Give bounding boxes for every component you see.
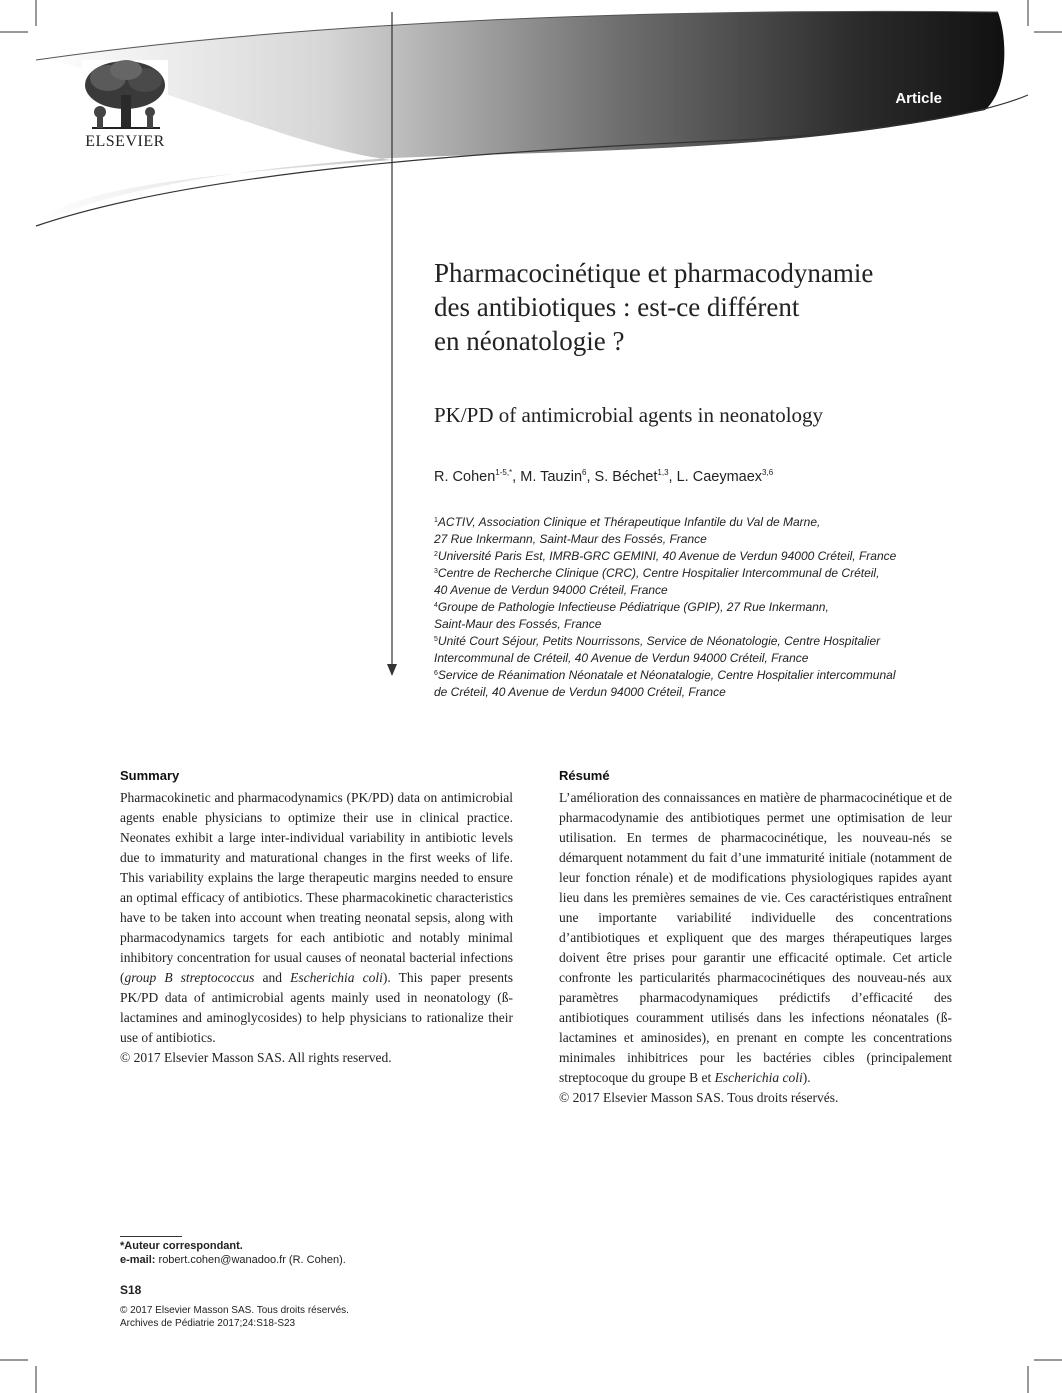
affiliation-line <box>434 547 994 564</box>
author-affiliation-sup: 3,6 <box>762 468 774 477</box>
summary-italic-term: Escherichia coli <box>290 970 383 985</box>
affiliation-text: ACTIV, Association Clinique et Thérapeutique Infantile du Val de Marne, <box>437 515 821 529</box>
author-affiliation-sup: 6 <box>582 468 587 477</box>
affiliation-line <box>434 683 994 700</box>
author-list <box>434 462 994 488</box>
summary-copyright: © 2017 Elsevier Masson SAS. All rights reserved. <box>120 1050 392 1065</box>
affiliation-text: Groupe de Pathologie Infectieuse Pédiatrique (GPIP), 27 Rue Inkermann, <box>437 600 829 614</box>
article-title-line-2: des antibiotiques : est-ce différent <box>434 292 800 322</box>
summary-italic-term: group B streptococcus <box>124 970 255 985</box>
corresponding-author-note <box>120 1240 243 1252</box>
resume-italic-term: Escherichia coli <box>714 1070 803 1085</box>
elsevier-tree-logo-icon <box>82 60 168 132</box>
affiliation-line <box>434 581 994 598</box>
resume-text: ). <box>802 1070 811 1085</box>
resume-copyright: © 2017 Elsevier Masson SAS. Tous droits réservés. <box>559 1090 839 1105</box>
corresponding-author-label: *Auteur correspondant. <box>120 1240 243 1252</box>
email-label: e-mail: <box>120 1254 156 1266</box>
author-name: L. Caeymaex <box>676 469 763 485</box>
header-swoosh-band <box>36 11 1004 226</box>
affiliation-number: 6 <box>434 670 438 677</box>
author-name: R. Cohen <box>434 469 496 485</box>
affiliation-text: 27 Rue Inkermann, Saint-Maur des Fossés, France <box>434 532 707 546</box>
affiliation-number: 1 <box>434 517 438 524</box>
affiliation-line <box>434 530 994 547</box>
footnote-divider <box>120 1236 182 1237</box>
resume-text: L’amélioration des connaissances en matière de pharmacocinétique et de pharmacodynamie des antibiotiques permet une optimisation de leur utilisation. En termes de pharmacocinétique, les nouveau-nés se démarquent notamment du fait d’une immaturité initiale (notamment de leur fonction rénale) et de modifications physiologiques rapides ayant lieu dans les premières semaines de vie. Ces caractéristiques entraînent une importante variabilité individuelle des concentrations d’antibiotiques et expliquent que des marges thérapeutiques larges doivent être prises pour garantir une efficacité optimale. Cet article confronte les particularités pharmacocinétiques des nouveau-nés aux paramètres pharmacodynamiques prédictifs d’efficacité des antibiotiques couramment utilisés dans les infections néonatales (ß-lactamines et aminosides), en prenant en compte les concentrations minimales inhibitrices pour les bactéries cibles (principalement streptocoque du groupe B et <box>559 790 952 1085</box>
affiliation-text: Centre de Recherche Clinique (CRC), Centre Hospitalier Intercommunal de Créteil, <box>437 566 880 580</box>
affiliation-text: Intercommunal de Créteil, 40 Avenue de Verdun 94000 Créteil, France <box>434 651 809 665</box>
affiliation-number: 5 <box>434 636 438 643</box>
resume-heading: Résumé <box>559 768 610 783</box>
author-name: M. Tauzin <box>520 469 583 485</box>
email-link[interactable]: robert.cohen@wanadoo.fr (R. Cohen). <box>155 1254 346 1266</box>
affiliation-line <box>434 632 994 649</box>
affiliation-line <box>434 513 994 530</box>
summary-text: Pharmacokinetic and pharmacodynamics (PK/PD) data on antimicrobial agents enable physicians to optimize their use in clinical practice. Neonates exhibit a large inter-individual variability in antibiotic levels due to immaturity and maturational changes in the first weeks of life. This variability explains the large therapeutic margins needed to ensure an optimal efficacy of antibiotics. These pharmacokinetic characteristics have to be taken into account when treating neonatal sepsis, along with pharmacodynamics targets for each antibiotic and notably minimal inhibitory concentration for usual causes of neonatal bacterial infections ( <box>120 790 513 985</box>
affiliation-line <box>434 649 994 666</box>
affiliation-text: 40 Avenue de Verdun 94000 Créteil, France <box>434 583 668 597</box>
affiliation-line <box>434 666 994 683</box>
affiliation-number: 4 <box>434 602 438 609</box>
author-name: S. Béchet <box>594 469 658 485</box>
page-number: S18 <box>120 1283 142 1297</box>
article-subtitle: PK/PD of antimicrobial agents in neonatology <box>434 403 824 427</box>
resume-body <box>559 788 952 1108</box>
vertical-rule-arrowhead <box>387 664 397 676</box>
affiliation-number: 2 <box>434 551 438 558</box>
affiliation-text: Université Paris Est, IMRB-GRC GEMINI, 40 Avenue de Verdun 94000 Créteil, France <box>437 549 897 563</box>
affiliation-text: Unité Court Séjour, Petits Nourrissons, Service de Néonatologie, Centre Hospitalier <box>437 634 881 648</box>
summary-text: and <box>254 970 291 985</box>
author-affiliation-sup: 1-5,* <box>495 468 513 477</box>
article-type-label: Article <box>895 90 942 107</box>
author-separator: , <box>668 469 677 485</box>
footer-citation: Archives de Pédiatrie 2017;24:S18-S23 <box>120 1318 296 1329</box>
summary-body <box>120 788 513 1068</box>
footer-copyright: © 2017 Elsevier Masson SAS. Tous droits réservés. <box>120 1305 349 1316</box>
summary-heading: Summary <box>120 768 180 783</box>
article-title-line-3: en néonatologie ? <box>434 326 625 356</box>
resume-paragraph <box>559 788 952 1088</box>
summary-text: ). This paper presents PK/PD data of antimicrobial agents mainly used in neonatology (ß-lactamines and aminoglycosides) to help physicians to rationalize their use of antibiotics. <box>120 970 513 1045</box>
email-note <box>120 1254 346 1266</box>
affiliation-text: Saint-Maur des Fossés, France <box>434 617 602 631</box>
author-affiliation-sup: 1,3 <box>657 468 669 477</box>
affiliation-text: Service de Réanimation Néonatale et Néonatalogie, Centre Hospitalier intercommunal <box>437 668 896 682</box>
author-separator: , <box>512 469 521 485</box>
affiliation-number: 3 <box>434 568 438 575</box>
publisher-logo-text: ELSEVIER <box>85 133 165 150</box>
affiliation-list <box>434 513 994 700</box>
affiliation-line <box>434 564 994 581</box>
affiliation-line <box>434 615 994 632</box>
article-title <box>434 256 994 358</box>
article-title-line-1: Pharmacocinétique et pharmacodynamie <box>434 258 874 288</box>
author-separator: , <box>586 469 595 485</box>
summary-paragraph <box>120 788 513 1048</box>
affiliation-line <box>434 598 994 615</box>
affiliation-text: de Créteil, 40 Avenue de Verdun 94000 Créteil, France <box>434 685 726 699</box>
